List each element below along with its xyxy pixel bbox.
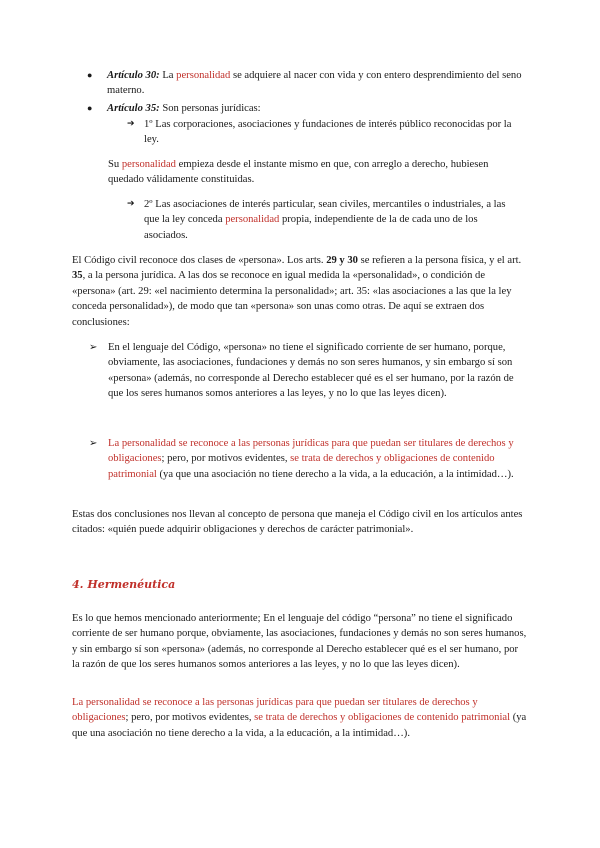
conclusion-1: ➢ En el lenguaje del Código, «persona» no tiene el significado corriente de ser humano, porque, obviamente, las asociaciones, fundaciones y demás no son seres humanos, y sin embargo sí son «persona» (además, no corresponde al Derecho establecer qué es el ser humano, por la razón de que los seres humanos somos anteriores a las leyes, y no lo que las leyes dicen). xyxy=(89,342,514,400)
highlight-personalidad: personalidad xyxy=(121,159,176,170)
chevron-arrow-icon: ➢ xyxy=(89,438,98,449)
chevron-arrow-icon: ➢ xyxy=(89,342,98,353)
bullet-dot-icon: ● xyxy=(87,70,93,80)
article-35-title: Artículo 35: xyxy=(107,103,160,114)
bullet-article-35: ● Artículo 35: Son personas jurídicas: xyxy=(107,101,527,116)
arrow-right-icon: ➔ xyxy=(127,199,135,209)
highlight-personalidad: personalidad xyxy=(225,214,280,226)
bullet-dot-icon: ● xyxy=(87,103,93,113)
section-heading: 4. Hermenéutica xyxy=(72,578,176,591)
paragraph-codigo-civil: El Código civil reconoce dos clases de «persona». Los arts. 29 y 30 se refieren a la persona física, y el art. 35, a la persona jurídica. A las dos se reconoce en igual medida la «personalidad», o condición de «persona» (art. 29: «el nacimiento determina la personalidad»; art. 35: «las asociaciones a las que la ley conceda personalidad»), de modo que tan «persona» son unas como otras. De aquí se extraen dos conclusiones: xyxy=(72,255,522,328)
conclusion-2: ➢ La personalidad se reconoce a las personas jurídicas para que puedan ser titulares de derechos y obligaciones; pero, por motivos evidentes, se trata de derechos y obligaciones de contenido patrimonial (ya que una asociación no tiene derecho a la vida, a la educación, a la intimidad…). xyxy=(89,438,514,480)
arrow-right-icon: ➔ xyxy=(127,119,135,129)
article-30-title: Artículo 30: xyxy=(107,70,160,81)
bullet-article-30: ● Artículo 30: La personalidad se adquiere al nacer con vida y con entero desprendimiento del seno materno. xyxy=(87,70,522,97)
arrow-item-2: ➔ 2º Las asociaciones de interés particular, sean civiles, mercantiles o industriales, a las que la ley conceda personalidad propia, independiente de la de cada uno de los asociados. xyxy=(127,199,506,241)
paragraph-hermeneutica-1: Es lo que hemos mencionado anteriormente; En el lenguaje del código “persona” no tiene el significado corriente de ser humano porque, obviamente, las asociaciones, fundaciones y demás no son seres humanos, y sin embargo sí son «persona» (además, no corresponde al Derecho establecer qué es el ser humano, por la razón de que los seres humanos somos anteriores a las leyes, y no lo que las leyes dicen). xyxy=(72,613,527,671)
paragraph-su-personalidad: Su personalidad empieza desde el instante mismo en que, con arreglo a derecho, hubiesen quedado válidamente constituidas. xyxy=(108,159,489,186)
paragraph-estas-conclusiones: Estas dos conclusiones nos llevan al concepto de persona que maneja el Código civil en los artículos antes citados: «quién puede adquirir obligaciones y derechos de carácter patrimonial». xyxy=(72,509,523,536)
highlight-personalidad: personalidad xyxy=(176,70,231,81)
arrow-item-1: ➔ 1º Las corporaciones, asociaciones y fundaciones de interés público reconocidas por la ley. xyxy=(127,119,512,146)
paragraph-hermeneutica-2: La personalidad se reconoce a las personas jurídicas para que puedan ser titulares de derechos y obligaciones; pero, por motivos evidentes, se trata de derechos y obligaciones de contenido patrimonial (ya que una asociación no tiene derecho a la vida, a la educación, a la intimidad…). xyxy=(72,697,527,739)
